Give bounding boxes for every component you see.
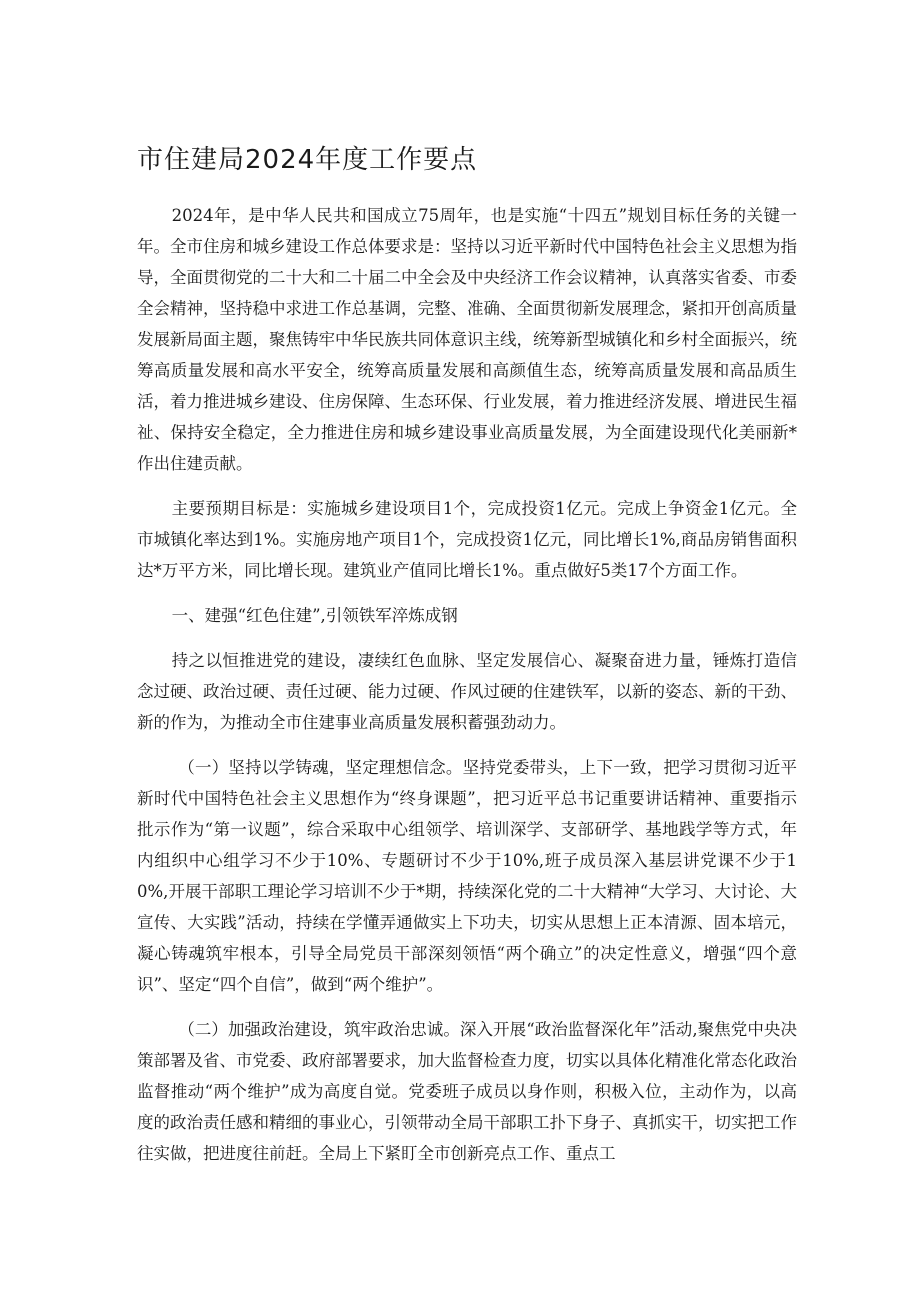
document-title: 市住建局2024年度工作要点 — [137, 145, 478, 175]
targets-paragraph: 主要预期目标是：实施城乡建设项目1个，完成投资1亿元。完成上争资金1亿元。全市城镇化率达到1%。实施房地产项目1个，完成投资1亿元，同比增长1%,商品房销售面积达*万平方米，同比增长现。建筑业产值同比增长1%。重点做好5类17个方面工作。 — [137, 499, 797, 580]
section-1-intro-paragraph: 持之以恒推进党的建设，凄续红色血脉、坚定发展信心、凝聚奋进力量，锤炼打造信念过硬、政治过硬、责任过硬、能力过硬、作风过硬的住建铁军，以新的姿态、新的干劲、新的作为，为推动全市住建事业高质量发展积蓄强劲动力。 — [137, 651, 797, 732]
section-heading-1: 一、建强“红色住建”,引领铁军淬炼成钢 — [171, 606, 458, 625]
subsection-1-paragraph: （一）坚持以学铸魂，坚定理想信念。坚持党委带头，上下一致，把学习贯彻习近平新时代中国特色社会主义思想作为“终身课题”，把习近平总书记重要讲话精神、重要指示批示作为“第一议题”，综合采取中心组领学、培训深学、支部研学、基地践学等方式，年内组织中心组学习不少于10%、专题研讨不少于10%,班子成员深入基层讲党课不少于10%,开展干部职工理论学习培训不少于*期，持续深化党的二十大精神“大学习、大讨论、大宣传、大实践”活动，持续在学懂弄通做实上下功夫，切实从思想上正本清源、固本培元，凝心铸魂筑牢根本，引导全局党员干部深刻领悟“两个确立”的决定性意义，增强“四个意识”、坚定“四个自信”，做到“两个维护”。 — [137, 758, 797, 994]
intro-paragraph: 2024年，是中华人民共和国成立75周年，也是实施“十四五”规划目标任务的关键一年。全市住房和城乡建设工作总体要求是：坚持以习近平新时代中国特色社会主义思想为指导，全面贯彻党的二十大和二十届二中全会及中央经济工作会议精神，认真落实省委、市委全会精神，坚持稳中求进工作总基调，完整、准确、全面贯彻新发展理念，紧扣开创高质量发展新局面主题，聚焦铸牢中华民族共同体意识主线，统筹新型城镇化和乡村全面振兴，统筹高质量发展和高水平安全，统筹高质量发展和高颜值生态，统筹高质量发展和高品质生活，着力推进城乡建设、住房保障、生态环保、行业发展，着力推进经济发展、增进民生福祉、保持安全稳定，全力推进住房和城乡建设事业高质量发展，为全面建设现代化美丽新*作出住建贡献。 — [137, 206, 797, 473]
subsection-2-paragraph: （二）加强政治建设，筑牢政治忠诚。深入开展“政治监督深化年”活动,聚焦党中央决策部署及省、市党委、政府部署要求，加大监督检查力度，切实以具体化精准化常态化政治监督推动“两个维护”成为高度自觉。党委班子成员以身作则，积极入位，主动作为，以高度的政治责任感和精细的事业心，引领带动全局干部职工扑下身子、真抓实干，切实把工作往实做，把进度往前赶。全局上下紧盯全市创新亮点工作、重点工 — [137, 1020, 797, 1163]
document-page — [137, 140, 797, 1183]
